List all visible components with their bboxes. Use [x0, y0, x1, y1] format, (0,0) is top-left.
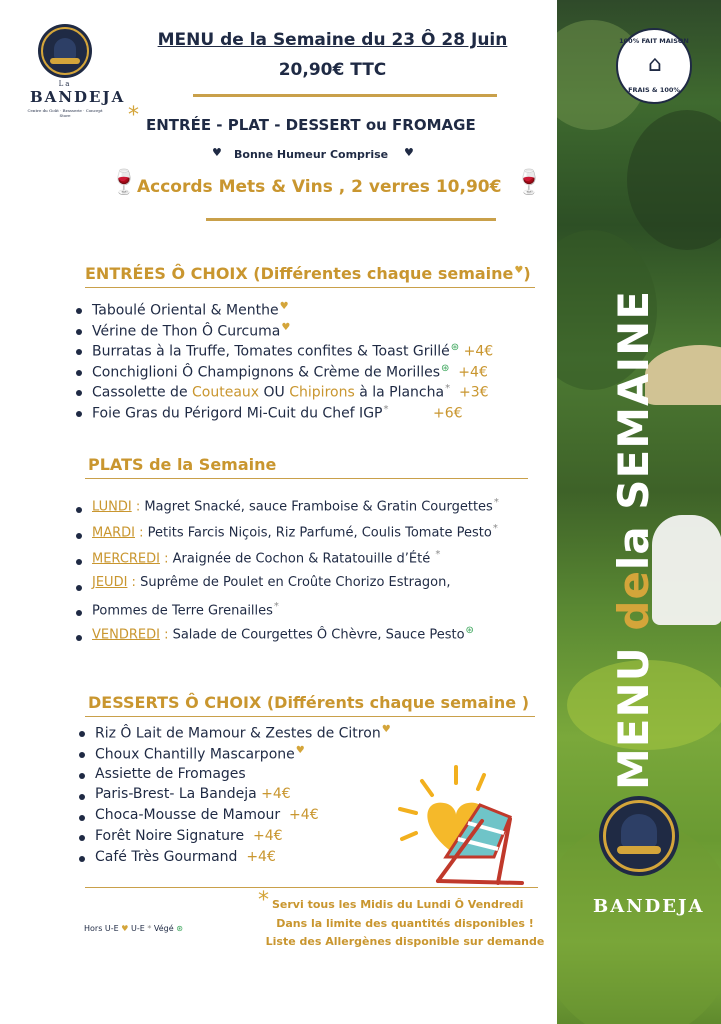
formula-star-icon: * [128, 103, 139, 128]
list-item [74, 322, 493, 343]
item-name: Riz Ô Lait de Mamour & Zestes de Citron [95, 725, 381, 742]
footer-star-icon: * [258, 888, 269, 913]
plats-underline [85, 478, 528, 479]
star-icon: * [435, 549, 441, 560]
item-name: Assiette de Fromages [95, 765, 246, 782]
garden-chair-shape [652, 515, 721, 625]
vertical-title-accent: de [609, 570, 658, 631]
desserts-list [77, 724, 391, 870]
legend-ue: U-E [130, 924, 145, 933]
legend-star-icon: * [147, 924, 152, 933]
item-price: +3€ [450, 384, 489, 401]
day-separator: : [159, 627, 173, 643]
garden-photo-panel [557, 0, 721, 1024]
entrees-title-end: ) [523, 264, 531, 283]
entrees-list [74, 301, 493, 424]
list-item [77, 828, 391, 849]
header-divider-bottom [206, 218, 496, 221]
plats-title: PLATS de la Semaine [88, 455, 277, 474]
entrees-title-text: ENTRÉES Ô CHOIX (Différentes chaque semaine [85, 264, 514, 283]
legend-heart-icon: ♥ [121, 924, 129, 933]
list-item [77, 786, 391, 807]
list-item [74, 575, 499, 601]
menu-price: 20,90€ TTC [278, 60, 387, 80]
item-name: Paris-Brest- La Bandeja [95, 786, 257, 803]
desserts-underline [85, 716, 535, 717]
list-item-continued [74, 601, 499, 625]
menu-title: MENU de la Semaine du 23 Ô 28 Juin [157, 30, 508, 50]
logo-tagline: Centre du Goût · Brasserie · Concept Store [27, 108, 103, 118]
heart-icon: ♥ [381, 724, 391, 735]
item-name-highlight: Chipirons [289, 384, 355, 401]
mood-text: Bonne Humeur Comprise [234, 148, 389, 161]
list-item [77, 849, 391, 870]
day-separator: : [127, 575, 141, 590]
legend-vege: Végé [153, 924, 174, 933]
footer-line-1: Servi tous les Midis du Lundi Ô Vendredi [272, 898, 524, 911]
list-item [77, 724, 391, 745]
list-item [74, 363, 493, 384]
star-icon: * [273, 601, 279, 612]
day-label: MERCREDI [92, 551, 160, 567]
vege-icon: ⊛ [450, 342, 460, 353]
heart-left-icon: ♥ [212, 146, 222, 159]
dish-name: Magret Snacké, sauce Framboise & Gratin Courgettes [144, 499, 493, 515]
fait-maison-badge [616, 28, 692, 104]
day-label: LUNDI [92, 499, 132, 515]
vege-icon: ⊛ [465, 625, 474, 636]
item-name: Burratas à la Truffe, Tomates confites & Toast Grillé [92, 343, 450, 360]
dish-name: Petits Farcis Niçois, Riz Parfumé, Coulis Tomate Pesto [147, 525, 492, 541]
day-label: JEUDI [92, 575, 128, 590]
logo-small-la: La [58, 80, 72, 88]
item-name: Choux Chantilly Mascarpone [95, 746, 295, 763]
item-name: Café Très Gourmand [95, 848, 238, 865]
list-item [74, 523, 499, 549]
heart-icon: ♥ [279, 301, 289, 312]
item-name: Cassolette de [92, 384, 193, 401]
day-separator: : [135, 525, 148, 541]
item-price: +4€ [237, 848, 276, 865]
footer-divider [85, 887, 538, 888]
legend-hors-ue: Hors U-E [84, 924, 119, 933]
list-item [74, 625, 499, 651]
day-separator: : [159, 551, 173, 567]
badge-text-bottom: FRAIS & 100% [628, 86, 680, 94]
vertical-title-part: MENU [609, 630, 658, 790]
desserts-title: DESSERTS Ô CHOIX (Différents chaque semaine ) [88, 693, 529, 712]
list-item [77, 807, 391, 828]
item-name: Forêt Noire Signature [95, 827, 245, 844]
dish-name: Araignée de Cochon & Ratatouille d’Été [172, 551, 435, 567]
star-icon: * [445, 383, 451, 394]
item-name: Choca-Mousse de Mamour [95, 807, 281, 824]
day-label: MARDI [92, 525, 135, 541]
item-price: +6€ [388, 405, 463, 422]
list-item [77, 745, 391, 766]
wine-glass-right-icon: 🍷 [514, 168, 544, 196]
formula-text: ENTRÉE - PLAT - DESSERT ou FROMAGE [146, 116, 476, 134]
deckchair-sun-illustration [398, 765, 533, 890]
vertical-menu-title [609, 290, 658, 790]
plats-list [74, 497, 499, 651]
list-item [74, 497, 499, 523]
logo-emblem-icon [38, 24, 92, 78]
list-item [77, 766, 391, 787]
dish-name: Pommes de Terre Grenailles [92, 603, 273, 619]
star-icon: * [493, 497, 499, 508]
badge-text-top: 100% FAIT MAISON [619, 37, 689, 45]
entrees-underline [85, 287, 535, 288]
logo-emblem-icon [599, 796, 679, 876]
footer-line-2: Dans la limite des quantités disponibles ! [276, 917, 534, 930]
heart-right-icon: ♥ [404, 146, 414, 159]
item-name: Conchiglioni Ô Champignons & Crème de Morilles [92, 364, 441, 381]
footer-line-3: Liste des Allergènes disponible sur demande [265, 935, 545, 948]
item-price: +4€ [459, 343, 494, 360]
item-name: Taboulé Oriental & Menthe [92, 302, 279, 319]
day-label: VENDREDI [92, 627, 160, 643]
list-item [74, 301, 493, 322]
entrees-title [85, 264, 531, 283]
foliage-shape [627, 110, 721, 250]
star-icon: * [492, 523, 498, 534]
heart-icon: ♥ [281, 321, 291, 333]
item-name: à la Plancha [354, 384, 445, 401]
list-item [74, 383, 493, 404]
logo-name: BANDEJA [30, 88, 126, 106]
wine-glass-left-icon: 🍷 [109, 168, 139, 196]
vertical-title-part: la SEMAINE [609, 289, 658, 571]
star-icon: * [383, 403, 389, 415]
item-price: +4€ [256, 786, 291, 803]
vege-icon: ⊛ [441, 362, 450, 374]
legend [84, 924, 183, 933]
item-name-highlight: Couteaux [192, 384, 260, 401]
list-item [74, 549, 499, 575]
item-price: +4€ [244, 827, 283, 844]
item-price: +4€ [280, 807, 319, 824]
dish-name: Suprême de Poulet en Croûte Chorizo Estragon, [140, 575, 451, 590]
house-icon: ⌂ [648, 52, 662, 77]
entrees-heart-icon: ♥ [514, 264, 524, 276]
item-name: Vérine de Thon Ô Curcuma [92, 323, 281, 340]
item-price: +4€ [449, 364, 488, 381]
bandeja-logo-side [593, 796, 705, 936]
legend-vege-icon: ⊛ [176, 924, 183, 933]
day-separator: : [131, 499, 145, 515]
list-item [74, 342, 493, 363]
dish-name: Salade de Courgettes Ô Chèvre, Sauce Pesto [172, 627, 465, 643]
pairing-text: Accords Mets & Vins , 2 verres 10,90€ [137, 177, 502, 197]
header-divider-top [193, 94, 497, 97]
item-name: OU [259, 384, 290, 401]
side-logo-name: BANDEJA [593, 896, 705, 917]
list-item [74, 404, 493, 425]
item-name: Foie Gras du Périgord Mi-Cuit du Chef IGP [92, 405, 383, 422]
bandeja-logo-top [27, 22, 126, 122]
heart-icon: ♥ [295, 744, 305, 756]
